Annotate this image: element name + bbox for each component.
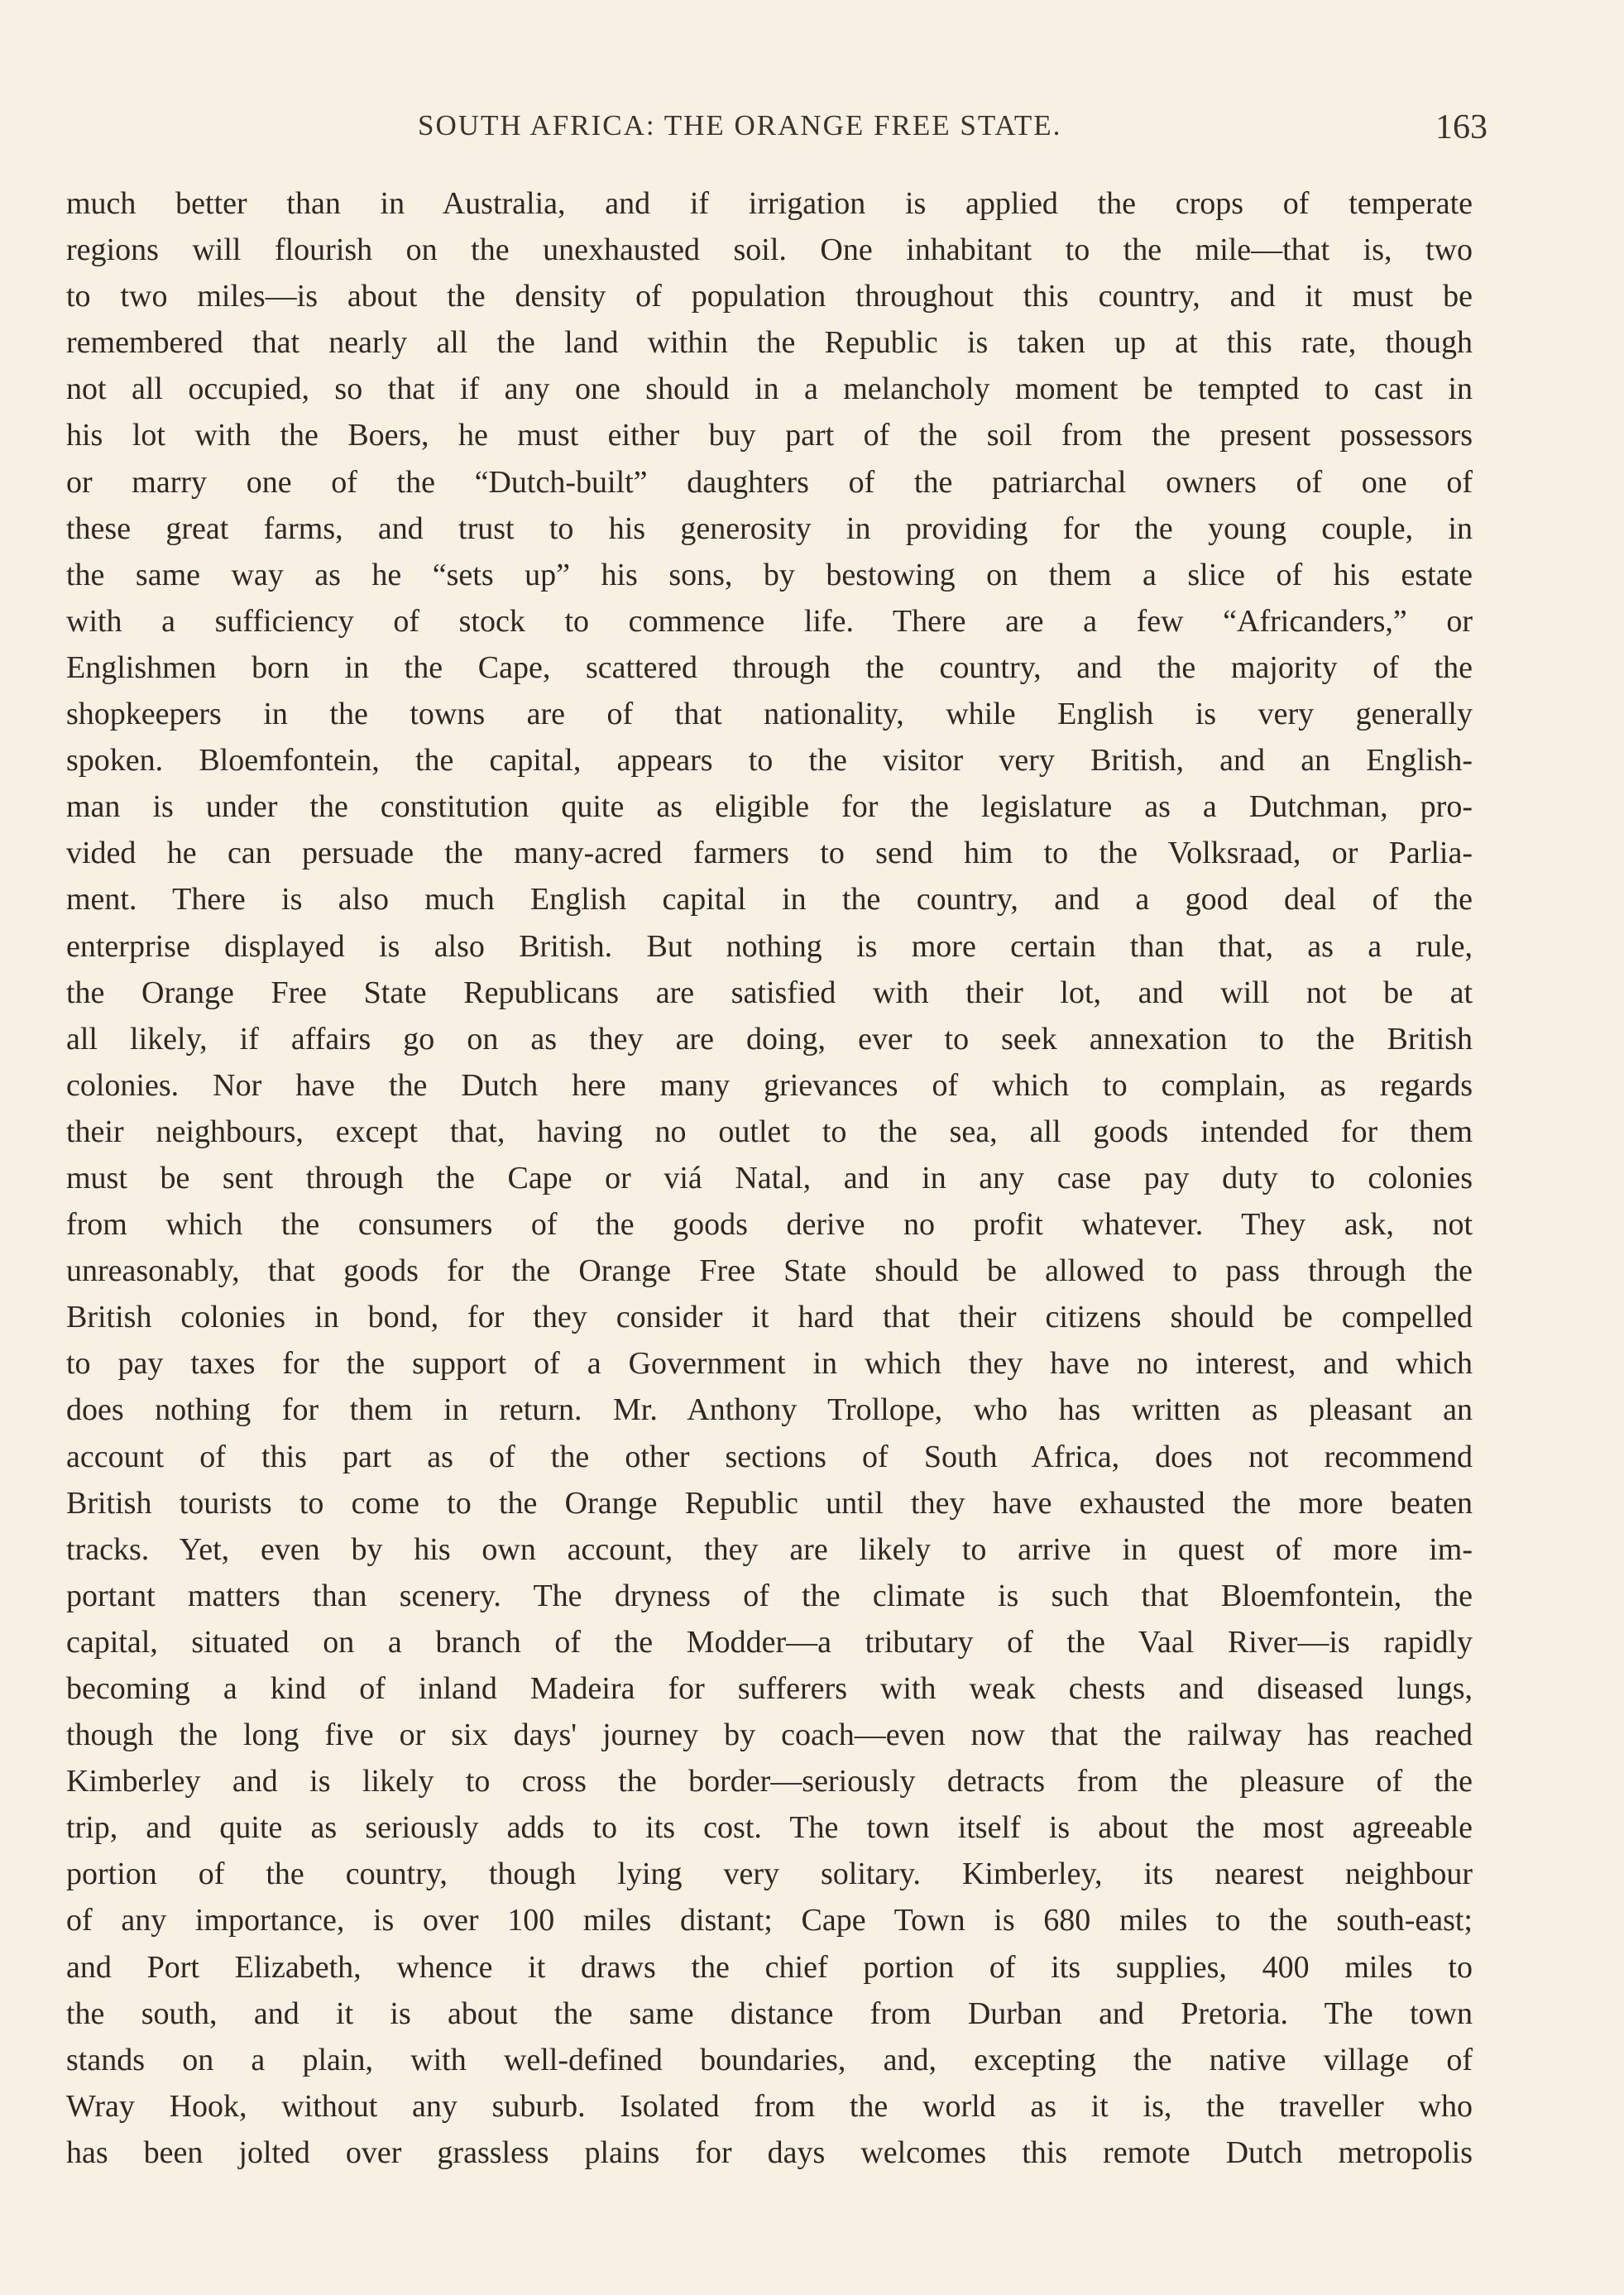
text-line: trip, and quite as seriously adds to its cost. The town itself is about the most agreeable — [66, 1810, 1473, 1846]
text-line: capital, situated on a branch of the Modder—a tributary of the Vaal River—is rapidly — [66, 1624, 1473, 1660]
text-line: has been jolted over grassless plains for days welcomes this remote Dutch metropolis — [66, 2134, 1473, 2170]
text-line: British colonies in bond, for they consider it hard that their citizens should be compelled — [66, 1300, 1473, 1335]
text-line: regions will flourish on the unexhausted soil. One inhabitant to the mile—that is, two — [66, 232, 1473, 268]
text-line: account of this part as of the other sections of South Africa, does not recommend — [66, 1439, 1473, 1474]
text-line: Wray Hook, without any suburb. Isolated from the world as it is, the traveller who — [66, 2088, 1473, 2124]
text-line: and Port Elizabeth, whence it draws the chief portion of its supplies, 400 miles to — [66, 1949, 1473, 1985]
text-line: their neighbours, except that, having no outlet to the sea, all goods intended for them — [66, 1114, 1473, 1149]
page-number: 163 — [1435, 108, 1487, 146]
text-line: remembered that nearly all the land within the Republic is taken up at this rate, though — [66, 325, 1473, 361]
text-line: unreasonably, that goods for the Orange Free State should be allowed to pass through the — [66, 1253, 1473, 1289]
text-line: to pay taxes for the support of a Government in which they have no interest, and which — [66, 1346, 1473, 1382]
text-line: spoken. Bloemfontein, the capital, appears to the visitor very British, and an English- — [66, 743, 1473, 779]
text-line: from which the consumers of the goods derive no profit whatever. They ask, not — [66, 1207, 1473, 1243]
text-line: the south, and it is about the same distance from Durban and Pretoria. The town — [66, 1996, 1473, 2031]
text-line: man is under the constitution quite as eligible for the legislature as a Dutchman, pro- — [66, 789, 1473, 825]
text-line: the Orange Free State Republicans are satisfied with their lot, and will not be at — [66, 975, 1473, 1010]
running-title: SOUTH AFRICA: THE ORANGE FREE STATE. — [418, 109, 1062, 141]
text-line: though the long five or six days' journey by coach—even now that the railway has reached — [66, 1718, 1473, 1753]
text-line: of any importance, is over 100 miles distant; Cape Town is 680 miles to the south-east; — [66, 1903, 1473, 1938]
text-line: colonies. Nor have the Dutch here many grievances of which to complain, as regards — [66, 1067, 1473, 1103]
text-line: with a sufficiency of stock to commence life. There are a few “Africanders,” or — [66, 603, 1473, 639]
text-line: British tourists to come to the Orange Republic until they have exhausted the more beaten — [66, 1485, 1473, 1521]
text-line: must be sent through the Cape or viá Natal, and in any case pay duty to colonies — [66, 1160, 1473, 1195]
text-line: becoming a kind of inland Madeira for sufferers with weak chests and diseased lungs, — [66, 1671, 1473, 1706]
body-text — [66, 180, 1473, 2176]
text-line: portion of the country, though lying very solitary. Kimberley, its nearest neighbour — [66, 1857, 1473, 1892]
text-line: or marry one of the “Dutch-built” daughters of the patriarchal owners of one of — [66, 464, 1473, 500]
text-line: much better than in Australia, and if irrigation is applied the crops of temperate — [66, 186, 1473, 221]
text-line: tracks. Yet, even by his own account, they are likely to arrive in quest of more im- — [66, 1531, 1473, 1567]
text-line: these great farms, and trust to his generosity in providing for the young couple, in — [66, 510, 1473, 546]
text-line: his lot with the Boers, he must either buy part of the soil from the present possessors — [66, 418, 1473, 453]
text-line: portant matters than scenery. The dryness of the climate is such that Bloemfontein, the — [66, 1578, 1473, 1613]
text-line: to two miles—is about the density of population throughout this country, and it must be — [66, 279, 1473, 314]
text-line: enterprise displayed is also British. But nothing is more certain than that, as a rule, — [66, 928, 1473, 964]
text-line: not all occupied, so that if any one should in a melancholy moment be tempted to cast in — [66, 371, 1473, 407]
text-line: vided he can persuade the many-acred farmers to send him to the Volksraad, or Parlia- — [66, 836, 1473, 871]
text-line: all likely, if affairs go on as they are doing, ever to seek annexation to the British — [66, 1021, 1473, 1056]
text-line: the same way as he “sets up” his sons, by bestowing on them a slice of his estate — [66, 557, 1473, 592]
text-line: stands on a plain, with well-defined boundaries, and, excepting the native village of — [66, 2042, 1473, 2077]
text-line: ment. There is also much English capital in the country, and a good deal of the — [66, 882, 1473, 918]
text-line: Englishmen born in the Cape, scattered through the country, and the majority of the — [66, 649, 1473, 685]
text-line: does nothing for them in return. Mr. Anthony Trollope, who has written as pleasant an — [66, 1392, 1473, 1428]
text-line: shopkeepers in the towns are of that nationality, while English is very generally — [66, 697, 1473, 732]
text-line: Kimberley and is likely to cross the border—seriously detracts from the pleasure of the — [66, 1764, 1473, 1799]
